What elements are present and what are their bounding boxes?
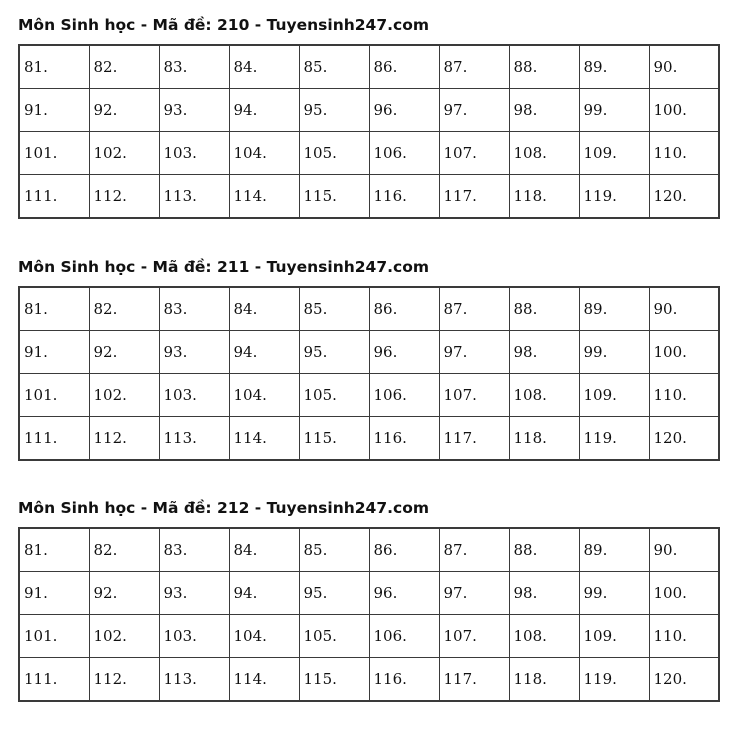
answer-cell: 96.	[369, 331, 439, 374]
answer-cell: 93.	[159, 331, 229, 374]
answer-cell: 99.	[579, 572, 649, 615]
answer-cell: 95.	[299, 572, 369, 615]
answer-cell: 102.	[89, 132, 159, 175]
answer-cell: 84.	[229, 528, 299, 572]
answer-cell: 108.	[509, 615, 579, 658]
answer-cell: 96.	[369, 89, 439, 132]
answer-cell: 112.	[89, 417, 159, 461]
answer-cell: 115.	[299, 417, 369, 461]
answer-cell: 90.	[649, 528, 719, 572]
table-row	[19, 528, 719, 572]
answer-cell: 87.	[439, 528, 509, 572]
answer-cell: 92.	[89, 89, 159, 132]
answer-cell: 103.	[159, 374, 229, 417]
answer-cell: 88.	[509, 528, 579, 572]
answer-cell: 110.	[649, 132, 719, 175]
table-row	[19, 287, 719, 331]
answer-cell: 99.	[579, 89, 649, 132]
answer-cell: 119.	[579, 417, 649, 461]
answer-cell: 106.	[369, 132, 439, 175]
answer-cell: 94.	[229, 89, 299, 132]
answer-cell: 104.	[229, 374, 299, 417]
answer-cell: 113.	[159, 417, 229, 461]
answer-cell: 104.	[229, 615, 299, 658]
answer-cell: 110.	[649, 374, 719, 417]
answer-cell: 120.	[649, 175, 719, 219]
answer-cell: 83.	[159, 287, 229, 331]
answer-cell: 102.	[89, 615, 159, 658]
answer-cell: 90.	[649, 287, 719, 331]
answer-cell: 101.	[19, 374, 89, 417]
answer-cell: 118.	[509, 175, 579, 219]
answer-cell: 91.	[19, 572, 89, 615]
answer-cell: 104.	[229, 132, 299, 175]
answer-cell: 84.	[229, 287, 299, 331]
table-row	[19, 572, 719, 615]
answer-cell: 112.	[89, 658, 159, 702]
table-row	[19, 331, 719, 374]
answer-cell: 109.	[579, 615, 649, 658]
answer-cell: 103.	[159, 615, 229, 658]
answer-cell: 114.	[229, 417, 299, 461]
answer-cell: 85.	[299, 45, 369, 89]
answer-cell: 108.	[509, 374, 579, 417]
answer-cell: 83.	[159, 528, 229, 572]
answer-cell: 117.	[439, 175, 509, 219]
answer-cell: 88.	[509, 287, 579, 331]
answer-cell: 97.	[439, 89, 509, 132]
answer-cell: 84.	[229, 45, 299, 89]
answer-cell: 107.	[439, 615, 509, 658]
answer-cell: 93.	[159, 89, 229, 132]
table-row	[19, 89, 719, 132]
answer-cell: 109.	[579, 132, 649, 175]
answer-cell: 111.	[19, 417, 89, 461]
answer-cell: 115.	[299, 175, 369, 219]
section-title: Môn Sinh học - Mã đề: 212 - Tuyensinh247.com	[18, 499, 429, 517]
answer-cell: 81.	[19, 45, 89, 89]
answer-cell: 83.	[159, 45, 229, 89]
answer-cell: 115.	[299, 658, 369, 702]
table-row	[19, 45, 719, 89]
answer-cell: 107.	[439, 132, 509, 175]
table-row	[19, 374, 719, 417]
answer-table	[18, 527, 720, 702]
answer-section-212	[18, 497, 720, 702]
answer-section-211	[18, 256, 720, 461]
answer-cell: 106.	[369, 374, 439, 417]
answer-cell: 82.	[89, 45, 159, 89]
answer-cell: 111.	[19, 175, 89, 219]
answer-cell: 93.	[159, 572, 229, 615]
answer-cell: 89.	[579, 528, 649, 572]
answer-cell: 98.	[509, 89, 579, 132]
answer-cell: 98.	[509, 572, 579, 615]
answer-cell: 100.	[649, 89, 719, 132]
answer-cell: 114.	[229, 175, 299, 219]
answer-cell: 106.	[369, 615, 439, 658]
answer-cell: 87.	[439, 287, 509, 331]
answer-cell: 103.	[159, 132, 229, 175]
answer-cell: 81.	[19, 287, 89, 331]
answer-cell: 96.	[369, 572, 439, 615]
table-row	[19, 658, 719, 702]
table-row	[19, 175, 719, 219]
answer-cell: 85.	[299, 528, 369, 572]
answer-cell: 88.	[509, 45, 579, 89]
answer-cell: 107.	[439, 374, 509, 417]
answer-cell: 86.	[369, 528, 439, 572]
answer-cell: 97.	[439, 331, 509, 374]
answer-cell: 100.	[649, 572, 719, 615]
answer-cell: 120.	[649, 417, 719, 461]
section-title: Môn Sinh học - Mã đề: 211 - Tuyensinh247.com	[18, 258, 429, 276]
answer-cell: 101.	[19, 615, 89, 658]
answer-cell: 89.	[579, 287, 649, 331]
answer-cell: 85.	[299, 287, 369, 331]
answer-cell: 117.	[439, 417, 509, 461]
answer-cell: 92.	[89, 572, 159, 615]
answer-cell: 110.	[649, 615, 719, 658]
answer-cell: 97.	[439, 572, 509, 615]
answer-cell: 94.	[229, 572, 299, 615]
answer-cell: 116.	[369, 417, 439, 461]
answer-cell: 120.	[649, 658, 719, 702]
answer-cell: 86.	[369, 287, 439, 331]
answer-cell: 113.	[159, 658, 229, 702]
answer-cell: 101.	[19, 132, 89, 175]
answer-cell: 87.	[439, 45, 509, 89]
answer-cell: 108.	[509, 132, 579, 175]
answer-cell: 95.	[299, 89, 369, 132]
answer-cell: 113.	[159, 175, 229, 219]
table-row	[19, 132, 719, 175]
answer-cell: 91.	[19, 331, 89, 374]
answer-table	[18, 286, 720, 461]
answer-cell: 111.	[19, 658, 89, 702]
answer-cell: 114.	[229, 658, 299, 702]
answer-cell: 109.	[579, 374, 649, 417]
answer-cell: 86.	[369, 45, 439, 89]
answer-cell: 105.	[299, 615, 369, 658]
answer-cell: 112.	[89, 175, 159, 219]
answer-cell: 95.	[299, 331, 369, 374]
table-row	[19, 615, 719, 658]
answer-cell: 116.	[369, 175, 439, 219]
answer-section-210	[18, 14, 720, 219]
answer-cell: 98.	[509, 331, 579, 374]
answer-cell: 81.	[19, 528, 89, 572]
answer-cell: 117.	[439, 658, 509, 702]
table-row	[19, 417, 719, 461]
answer-cell: 94.	[229, 331, 299, 374]
answer-table	[18, 44, 720, 219]
answer-cell: 119.	[579, 658, 649, 702]
answer-cell: 105.	[299, 374, 369, 417]
answer-cell: 89.	[579, 45, 649, 89]
answer-cell: 102.	[89, 374, 159, 417]
section-title: Môn Sinh học - Mã đề: 210 - Tuyensinh247.com	[18, 16, 429, 34]
answer-cell: 105.	[299, 132, 369, 175]
answer-cell: 90.	[649, 45, 719, 89]
answer-cell: 82.	[89, 528, 159, 572]
answer-cell: 118.	[509, 658, 579, 702]
answer-cell: 116.	[369, 658, 439, 702]
answer-cell: 118.	[509, 417, 579, 461]
answer-cell: 82.	[89, 287, 159, 331]
answer-cell: 119.	[579, 175, 649, 219]
answer-cell: 99.	[579, 331, 649, 374]
answer-cell: 91.	[19, 89, 89, 132]
answer-cell: 100.	[649, 331, 719, 374]
answer-cell: 92.	[89, 331, 159, 374]
